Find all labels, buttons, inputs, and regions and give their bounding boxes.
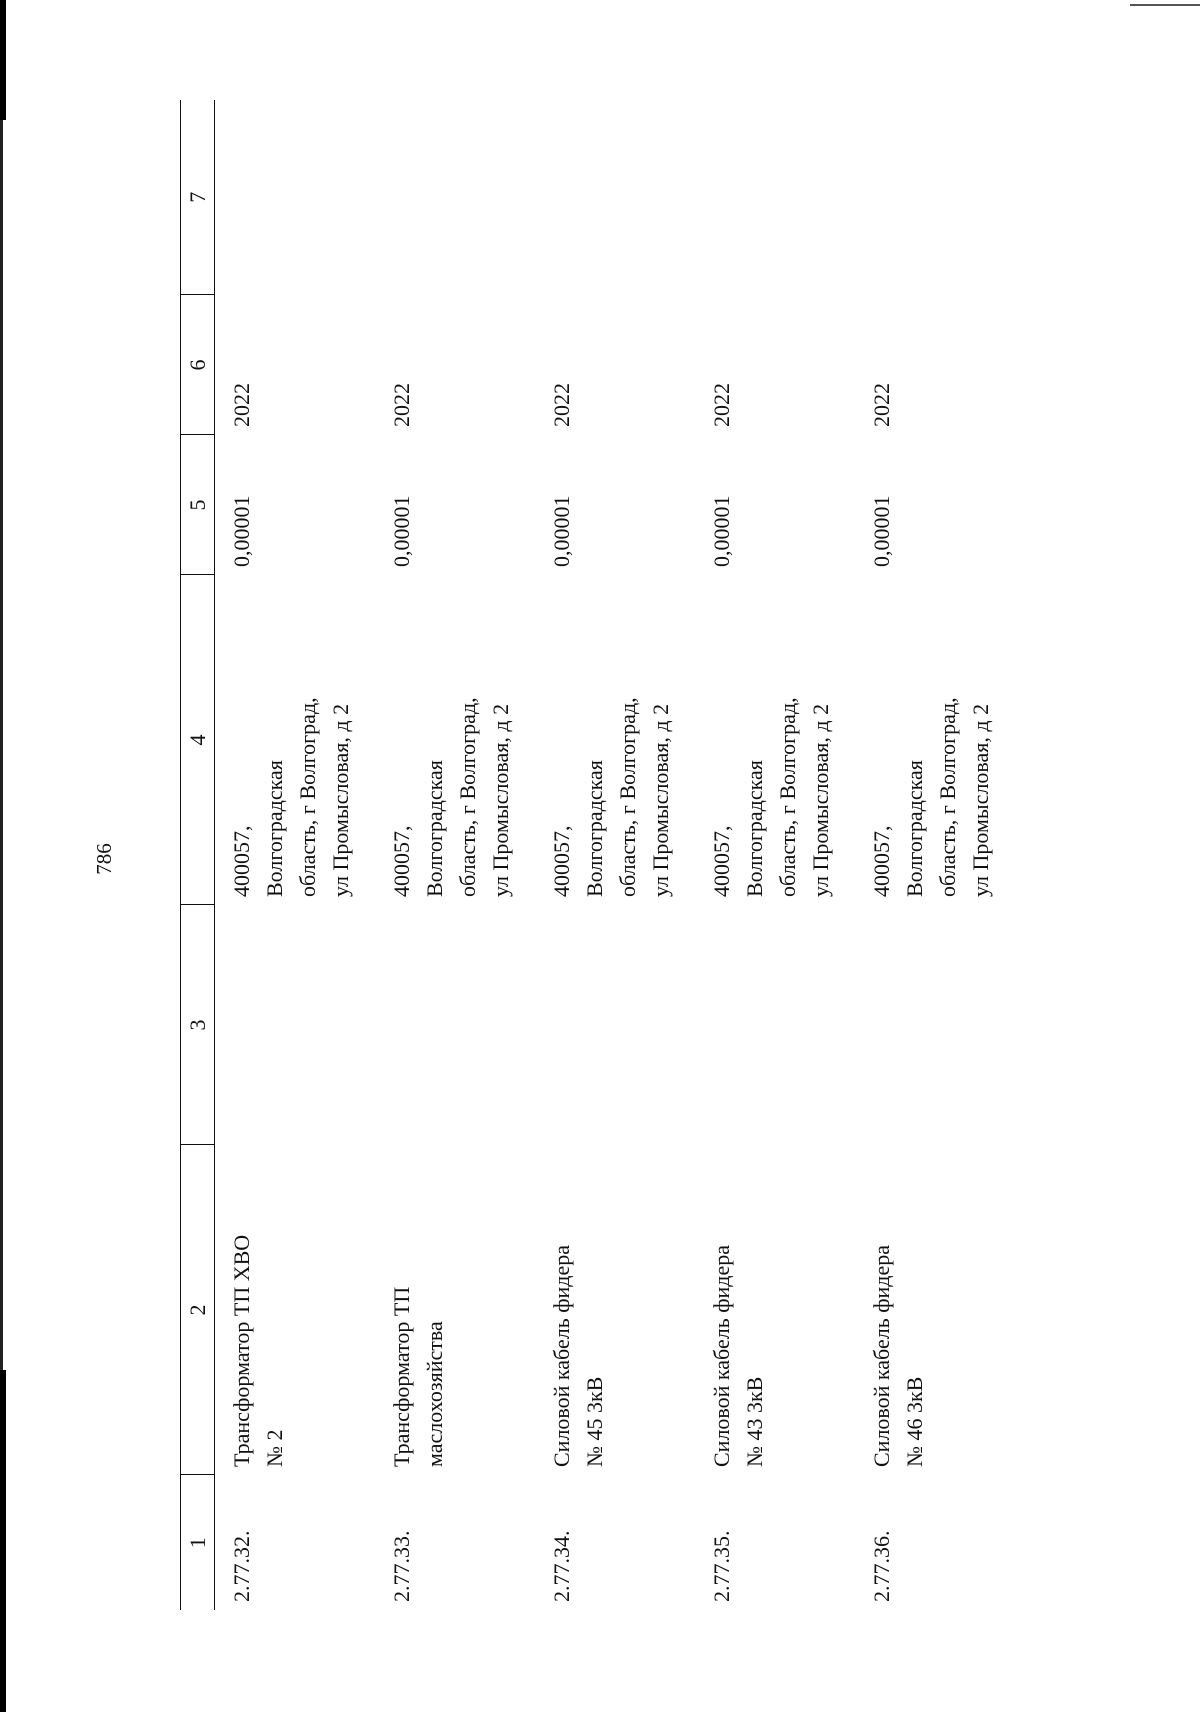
address-line: Волгоградская	[742, 760, 767, 897]
object-name-line: № 46 3кВ	[902, 1376, 927, 1467]
table-row	[695, 100, 855, 1610]
year-cell: 2022	[389, 383, 414, 427]
address-line: 400057,	[389, 825, 414, 897]
column-header-1: 1	[181, 1475, 215, 1610]
object-name-line: № 45 3кВ	[582, 1376, 607, 1467]
value-cell: 0,00001	[869, 495, 894, 567]
address-line: ул Промысловая, д 2	[968, 703, 993, 897]
column-header-7: 7	[181, 100, 215, 295]
column-3-cell	[695, 905, 855, 1145]
header-row	[181, 100, 215, 1610]
object-name-line: № 43 3кВ	[742, 1376, 767, 1467]
address-line: ул Промысловая, д 2	[488, 703, 513, 897]
column-header-3: 3	[181, 905, 215, 1145]
address-line: область, г Волгоград,	[455, 697, 480, 897]
address-line: ул Промысловая, д 2	[648, 703, 673, 897]
page-number: 786	[92, 843, 116, 875]
table-row	[215, 100, 376, 1610]
address-line: область, г Волгоград,	[295, 697, 320, 897]
column-3-cell	[215, 905, 376, 1145]
column-3-cell	[535, 905, 695, 1145]
address-line: Волгоградская	[582, 760, 607, 897]
object-name-line: Трансформатор ТП ХВО	[229, 1234, 254, 1467]
column-7-cell	[215, 100, 376, 295]
year-cell: 2022	[549, 383, 574, 427]
column-7-cell	[535, 100, 695, 295]
value-cell: 0,00001	[229, 495, 254, 567]
address-line: ул Промысловая, д 2	[328, 703, 353, 897]
object-name-line: Силовой кабель фидера	[709, 1245, 734, 1467]
column-7-cell	[375, 100, 535, 295]
address	[535, 575, 695, 905]
column-7-cell	[695, 100, 855, 295]
object-name	[215, 1145, 376, 1475]
address-line: область, г Волгоград,	[775, 697, 800, 897]
row-id: 2.77.34.	[549, 1530, 574, 1602]
object-name-line: маслохозяйства	[422, 1321, 447, 1467]
object-name-line: Силовой кабель фидера	[869, 1245, 894, 1467]
column-header-6: 6	[181, 295, 215, 435]
year-cell: 2022	[229, 383, 254, 427]
column-3-cell	[375, 905, 535, 1145]
address-line: Волгоградская	[422, 760, 447, 897]
column-header-2: 2	[181, 1145, 215, 1475]
table-row	[375, 100, 535, 1610]
object-name	[855, 1145, 1015, 1475]
address-line: область, г Волгоград,	[615, 697, 640, 897]
value-cell: 0,00001	[709, 495, 734, 567]
address	[855, 575, 1015, 905]
table-row	[855, 100, 1015, 1610]
year-cell: 2022	[709, 383, 734, 427]
value-cell: 0,00001	[549, 495, 574, 567]
address-line: область, г Волгоград,	[935, 697, 960, 897]
row-id: 2.77.33.	[389, 1530, 414, 1602]
object-name-line: № 2	[262, 1429, 287, 1467]
register-table	[180, 100, 1015, 1610]
address-line: 400057,	[229, 825, 254, 897]
address	[695, 575, 855, 905]
object-name	[695, 1145, 855, 1475]
value-cell: 0,00001	[389, 495, 414, 567]
table-row	[535, 100, 695, 1610]
row-id: 2.77.32.	[229, 1530, 254, 1602]
column-header-5: 5	[181, 435, 215, 575]
object-name-line: Трансформатор ТП	[389, 1286, 414, 1467]
address	[215, 575, 376, 905]
row-id: 2.77.35.	[709, 1530, 734, 1602]
object-name	[375, 1145, 535, 1475]
row-id: 2.77.36.	[869, 1530, 894, 1602]
column-3-cell	[855, 905, 1015, 1145]
address-line: 400057,	[549, 825, 574, 897]
object-name	[535, 1145, 695, 1475]
object-name-line: Силовой кабель фидера	[549, 1245, 574, 1467]
address-line: Волгоградская	[262, 760, 287, 897]
year-cell: 2022	[869, 383, 894, 427]
address-line: Волгоградская	[902, 760, 927, 897]
address-line: 400057,	[869, 825, 894, 897]
column-7-cell	[855, 100, 1015, 295]
address-line: ул Промысловая, д 2	[808, 703, 833, 897]
column-header-4: 4	[181, 575, 215, 905]
address	[375, 575, 535, 905]
address-line: 400057,	[709, 825, 734, 897]
